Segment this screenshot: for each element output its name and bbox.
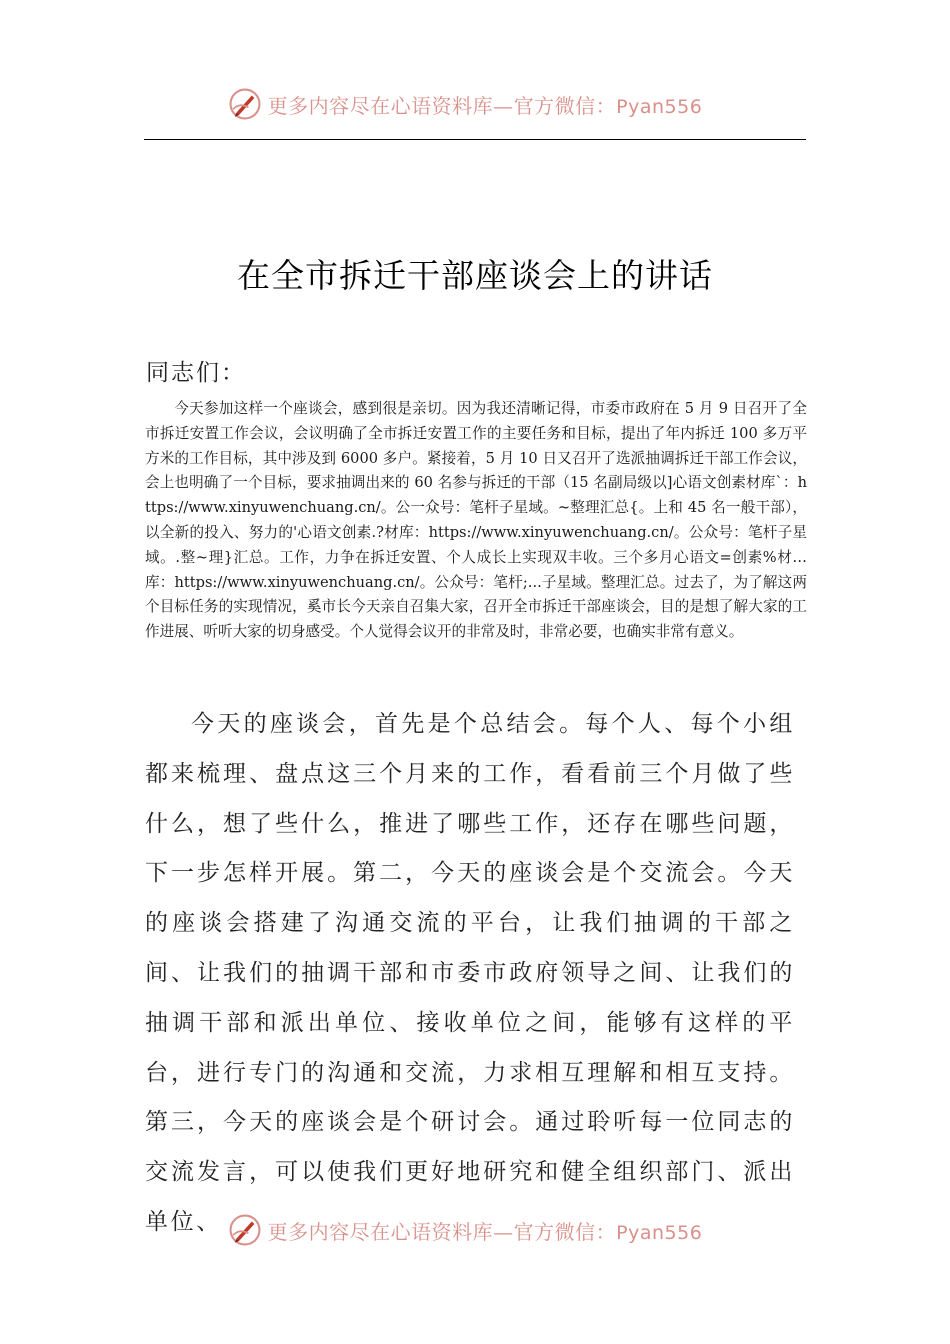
header-divider [144,139,806,140]
salutation: 同志们： [146,360,246,386]
paragraph-1: 今天参加这样一个座谈会，感到很是亲切。因为我还清晰记得，市委市政府在 5 月 9 日召开了全市拆迁安置工作会议，会议明确了全市拆迁安置工作的主要任务和目标，提出了年内拆迁 100 多万平方米的工作目标，其中涉及到 6000 多户。紧接着，5 月 10 日又召开了选派抽调拆迁干部工作会议，会上也明确了一个目标，要求抽调出来的 60 名参与拆迁的干部（15 名副局级以]心语文创素材库`：https://www.xinyuwenchuang.cn/。公一众号：笔杆子星域。~整理汇总{。上和 45 名一般干部），以全新的投入、努力的'心语文创素.?材库：https://www.xinyuwenchuang.cn/。公众号：笔杆子星域。.整~理}汇总。工作，力争在拆迁安置、个人成长上实现双丰收。三个多月心语文=创素%材…库：https://www.xinyuwenchuang.cn/。公众号：笔杆;...子星域。整理汇总。过去了，为了解这两个目标任务的实现情况，奚市长今天亲自召集大家，召开全市拆迁干部座谈会，目的是想了解大家的工作进展、听听大家的切身感受。个人觉得会议开的非常及时，非常必要，也确实非常有意义。 [145,400,807,641]
footer-banner [0,1210,950,1250]
header-banner [0,84,950,124]
pen-logo-icon [228,87,262,121]
paragraph-2: 今天的座谈会，首先是个总结会。每个人、每个小组都来梳理、盘点这三个月来的工作，看看前三个月做了些什么，想了些什么，推进了哪些工作，还存在哪些问题，下一步怎样开展。第二，今天的座谈会是个交流会。今天的座谈会搭建了沟通交流的平台，让我们抽调的干部之间、让我们的抽调干部和市委市政府领导之间、让我们的抽调干部和派出单位、接收单位之间，能够有这样的平台，进行专门的沟通和交流，力求相互理解和相互支持。第三，今天的座谈会是个研讨会。通过聆听每一位同志的交流发言，可以使我们更好地研究和健全组织部门、派出单位、 [145,711,795,1235]
header-wechat-id: Pyan556 [616,95,703,118]
footer-wechat-id: Pyan556 [616,1221,703,1244]
header-banner-text: 更多内容尽在心语资料库—官方微信：Pyan556 [267,93,703,118]
document-title: 在全市拆迁干部座谈会上的讲话 [237,256,713,295]
footer-banner-text: 更多内容尽在心语资料库—官方微信：Pyan556 [267,1219,703,1244]
pen-logo-icon [228,1213,262,1247]
